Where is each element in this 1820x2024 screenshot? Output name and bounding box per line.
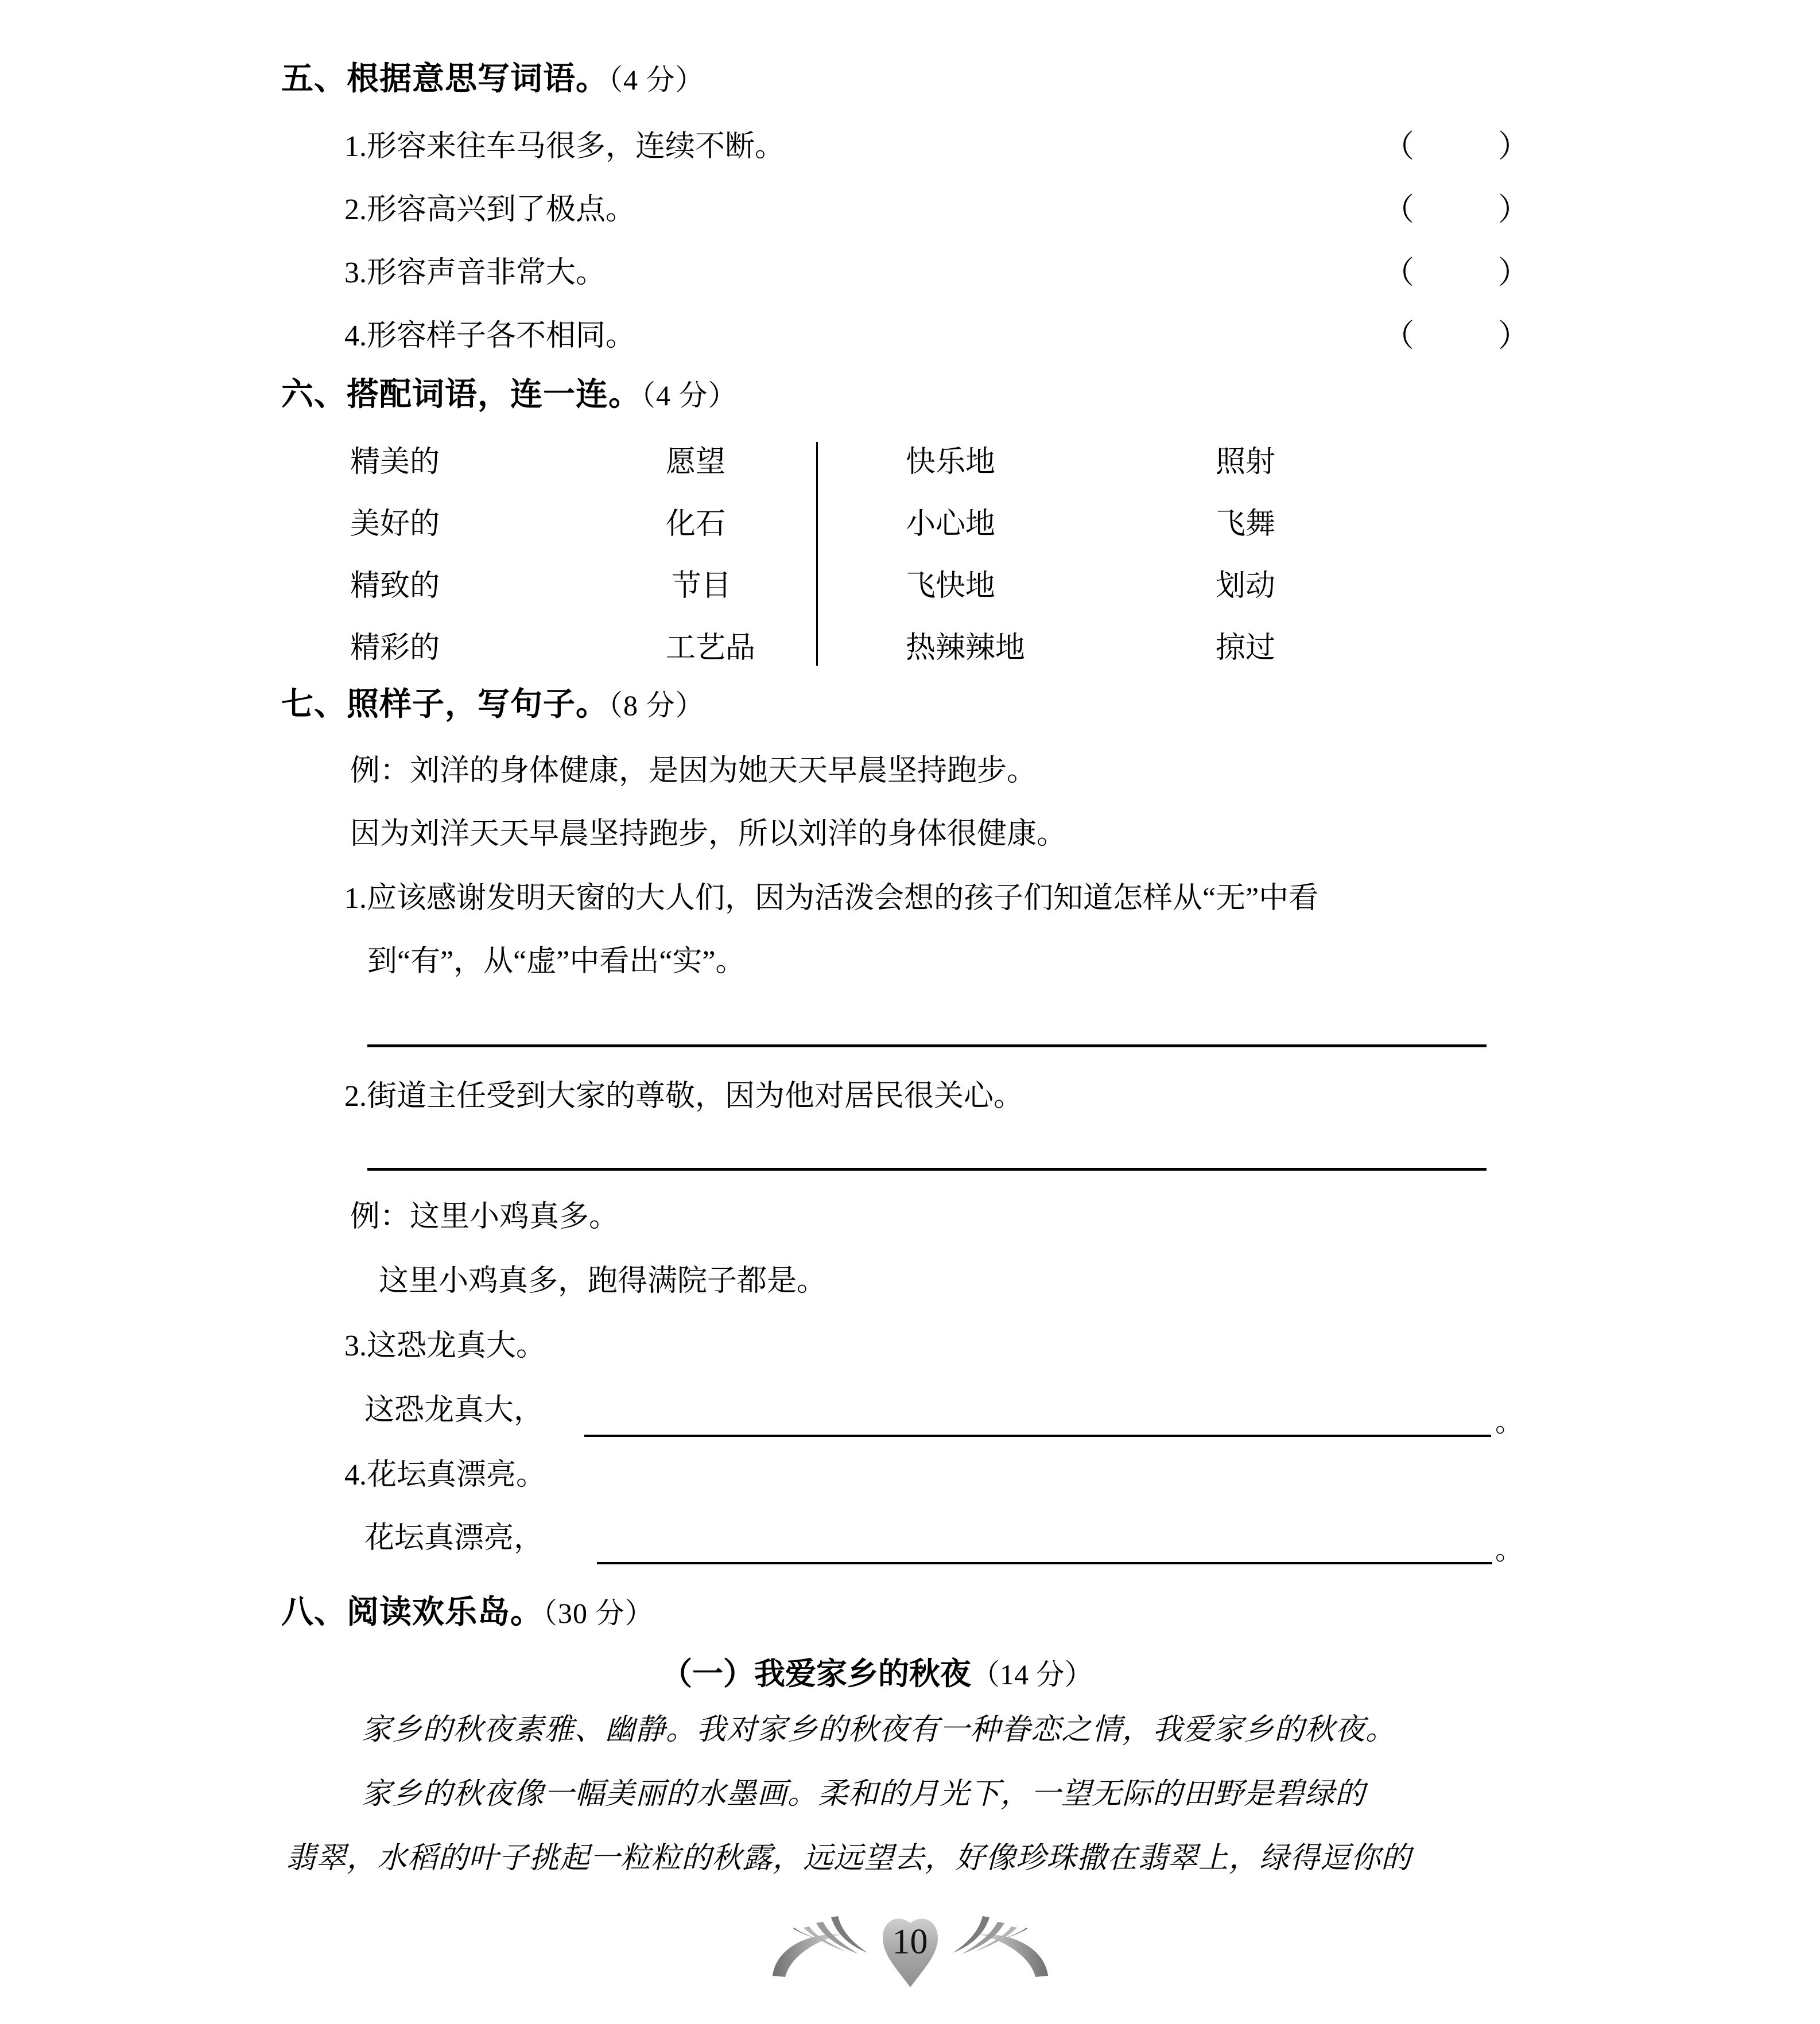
item-text: 形容样子各不相同。 bbox=[367, 320, 636, 352]
answer-line-q4[interactable] bbox=[597, 1562, 1492, 1564]
item-number: 3. bbox=[344, 1330, 367, 1362]
match-left-modifier-2[interactable]: 美好的 bbox=[350, 508, 440, 541]
match-right-adverb-4[interactable]: 热辣辣地 bbox=[906, 632, 1026, 665]
match-right-verb-3[interactable]: 划动 bbox=[1216, 570, 1276, 603]
answer-line-q2[interactable] bbox=[367, 1168, 1487, 1171]
item-number: 4. bbox=[344, 320, 367, 352]
item-number: 4. bbox=[344, 1459, 367, 1491]
section-five-item-2 bbox=[344, 195, 635, 225]
item-text: 这恐龙真大。 bbox=[367, 1330, 546, 1362]
answer-paren-close-1[interactable]: ） bbox=[1498, 129, 1529, 164]
match-left-noun-1[interactable]: 愿望 bbox=[666, 446, 726, 479]
passage-line-2: 家乡的秋夜像一幅美丽的水墨画。柔和的月光下，一望无际的田野是碧绿的 bbox=[362, 1777, 1366, 1811]
example-label: 例： bbox=[350, 755, 410, 787]
match-left-modifier-1[interactable]: 精美的 bbox=[350, 446, 440, 479]
answer-paren-open-4[interactable]: （ bbox=[1383, 318, 1414, 353]
section-five-title: 五、根据意思写词语。 bbox=[281, 60, 608, 98]
passage-line-1: 家乡的秋夜素雅、幽静。我对家乡的秋夜有一种眷恋之情，我爱家乡的秋夜。 bbox=[362, 1712, 1396, 1747]
section-seven-q1-line2: 到“有”，从“虚”中看出“实”。 bbox=[367, 945, 746, 978]
section-six-points: （4 分） bbox=[641, 379, 738, 411]
match-right-adverb-3[interactable]: 飞快地 bbox=[906, 570, 996, 603]
section-seven-q4-prompt bbox=[344, 1460, 546, 1490]
passage-line-3: 翡翠，水稻的叶子挑起一粒粒的秋露，远远望去，好像珍珠撒在翡翠上，绿得逗你的 bbox=[286, 1841, 1412, 1875]
answer-line-q1[interactable] bbox=[367, 1044, 1487, 1047]
example-b-source bbox=[350, 1202, 619, 1232]
section-six-title: 六、搭配词语，连一连。 bbox=[281, 376, 641, 413]
answer-line-q4-period: 。 bbox=[1495, 1535, 1523, 1565]
passage-title bbox=[661, 1656, 1093, 1692]
answer-paren-close-2[interactable]: ） bbox=[1498, 192, 1529, 227]
section-seven-q1-line1 bbox=[344, 884, 1318, 914]
item-text: 形容来往车马很多，连续不断。 bbox=[367, 130, 785, 163]
item-text: 形容声音非常大。 bbox=[367, 257, 606, 289]
section-five-item-3 bbox=[344, 258, 606, 288]
item-text: 街道主任受到大家的尊敬，因为他对居民很关心。 bbox=[367, 1080, 1024, 1113]
section-seven-q3-stem: 这恐龙真大， bbox=[364, 1394, 544, 1427]
section-seven-q3-prompt bbox=[344, 1331, 546, 1361]
item-number: 3. bbox=[344, 257, 367, 289]
section-eight-title: 八、阅读欢乐岛。 bbox=[281, 1594, 543, 1631]
page-number-ornament bbox=[755, 1907, 1065, 2004]
answer-paren-open-3[interactable]: （ bbox=[1383, 255, 1414, 290]
answer-line-q3[interactable] bbox=[584, 1435, 1491, 1437]
page-number: 10 bbox=[892, 1922, 928, 1961]
answer-paren-close-4[interactable]: ） bbox=[1498, 318, 1529, 353]
example-a-rewrite: 因为刘洋天天早晨坚持跑步，所以刘洋的身体很健康。 bbox=[350, 818, 1067, 850]
example-sentence: 这里小鸡真多。 bbox=[410, 1201, 619, 1233]
match-left-noun-2[interactable]: 化石 bbox=[666, 508, 726, 541]
section-seven-q4-stem: 花坛真漂亮， bbox=[364, 1522, 544, 1555]
item-number: 2. bbox=[344, 1080, 367, 1113]
passage-title-text: （一）我爱家乡的秋夜 bbox=[661, 1656, 971, 1692]
match-left-modifier-3[interactable]: 精致的 bbox=[350, 570, 440, 603]
section-seven-q2 bbox=[344, 1082, 1023, 1112]
item-text: 应该感谢发明天窗的大人们，因为活泼会想的孩子们知道怎样从“无”中看 bbox=[367, 882, 1319, 915]
answer-paren-close-3[interactable]: ） bbox=[1498, 255, 1529, 290]
section-eight-points: （30 分） bbox=[543, 1597, 654, 1629]
item-text: 花坛真漂亮。 bbox=[367, 1459, 546, 1491]
match-right-adverb-2[interactable]: 小心地 bbox=[906, 508, 996, 541]
section-eight-heading bbox=[281, 1596, 654, 1629]
match-left-noun-3[interactable]: 节目 bbox=[672, 570, 732, 603]
section-six-heading bbox=[281, 376, 738, 413]
match-right-verb-4[interactable]: 掠过 bbox=[1216, 632, 1276, 665]
section-five-points: （4 分） bbox=[608, 64, 705, 96]
answer-line-q3-period: 。 bbox=[1495, 1407, 1523, 1438]
section-five-item-4 bbox=[344, 321, 635, 351]
example-label: 例： bbox=[350, 1201, 410, 1233]
item-number: 1. bbox=[344, 130, 367, 163]
match-right-adverb-1[interactable]: 快乐地 bbox=[906, 446, 996, 479]
example-sentence: 刘洋的身体健康，是因为她天天早晨坚持跑步。 bbox=[410, 755, 1037, 787]
match-left-modifier-4[interactable]: 精彩的 bbox=[350, 632, 440, 665]
item-text: 形容高兴到了极点。 bbox=[367, 193, 636, 226]
section-five-heading bbox=[281, 60, 705, 98]
answer-paren-open-2[interactable]: （ bbox=[1383, 192, 1414, 227]
section-seven-points: （8 分） bbox=[608, 689, 705, 721]
item-number: 2. bbox=[344, 193, 367, 226]
matching-group-divider bbox=[816, 442, 818, 666]
match-left-noun-4[interactable]: 工艺品 bbox=[666, 632, 756, 665]
match-right-verb-1[interactable]: 照射 bbox=[1216, 446, 1276, 479]
section-seven-heading bbox=[281, 686, 705, 723]
section-seven-title: 七、照样子，写句子。 bbox=[281, 686, 608, 723]
match-right-verb-2[interactable]: 飞舞 bbox=[1216, 508, 1276, 541]
passage-title-points: （14 分） bbox=[971, 1658, 1093, 1691]
section-five-item-1 bbox=[344, 132, 785, 162]
item-number: 1. bbox=[344, 882, 367, 915]
example-a-source bbox=[350, 756, 1037, 786]
answer-paren-open-1[interactable]: （ bbox=[1383, 129, 1414, 164]
page-footer bbox=[0, 1904, 1820, 2007]
example-b-rewrite: 这里小鸡真多，跑得满院子都是。 bbox=[379, 1265, 827, 1297]
